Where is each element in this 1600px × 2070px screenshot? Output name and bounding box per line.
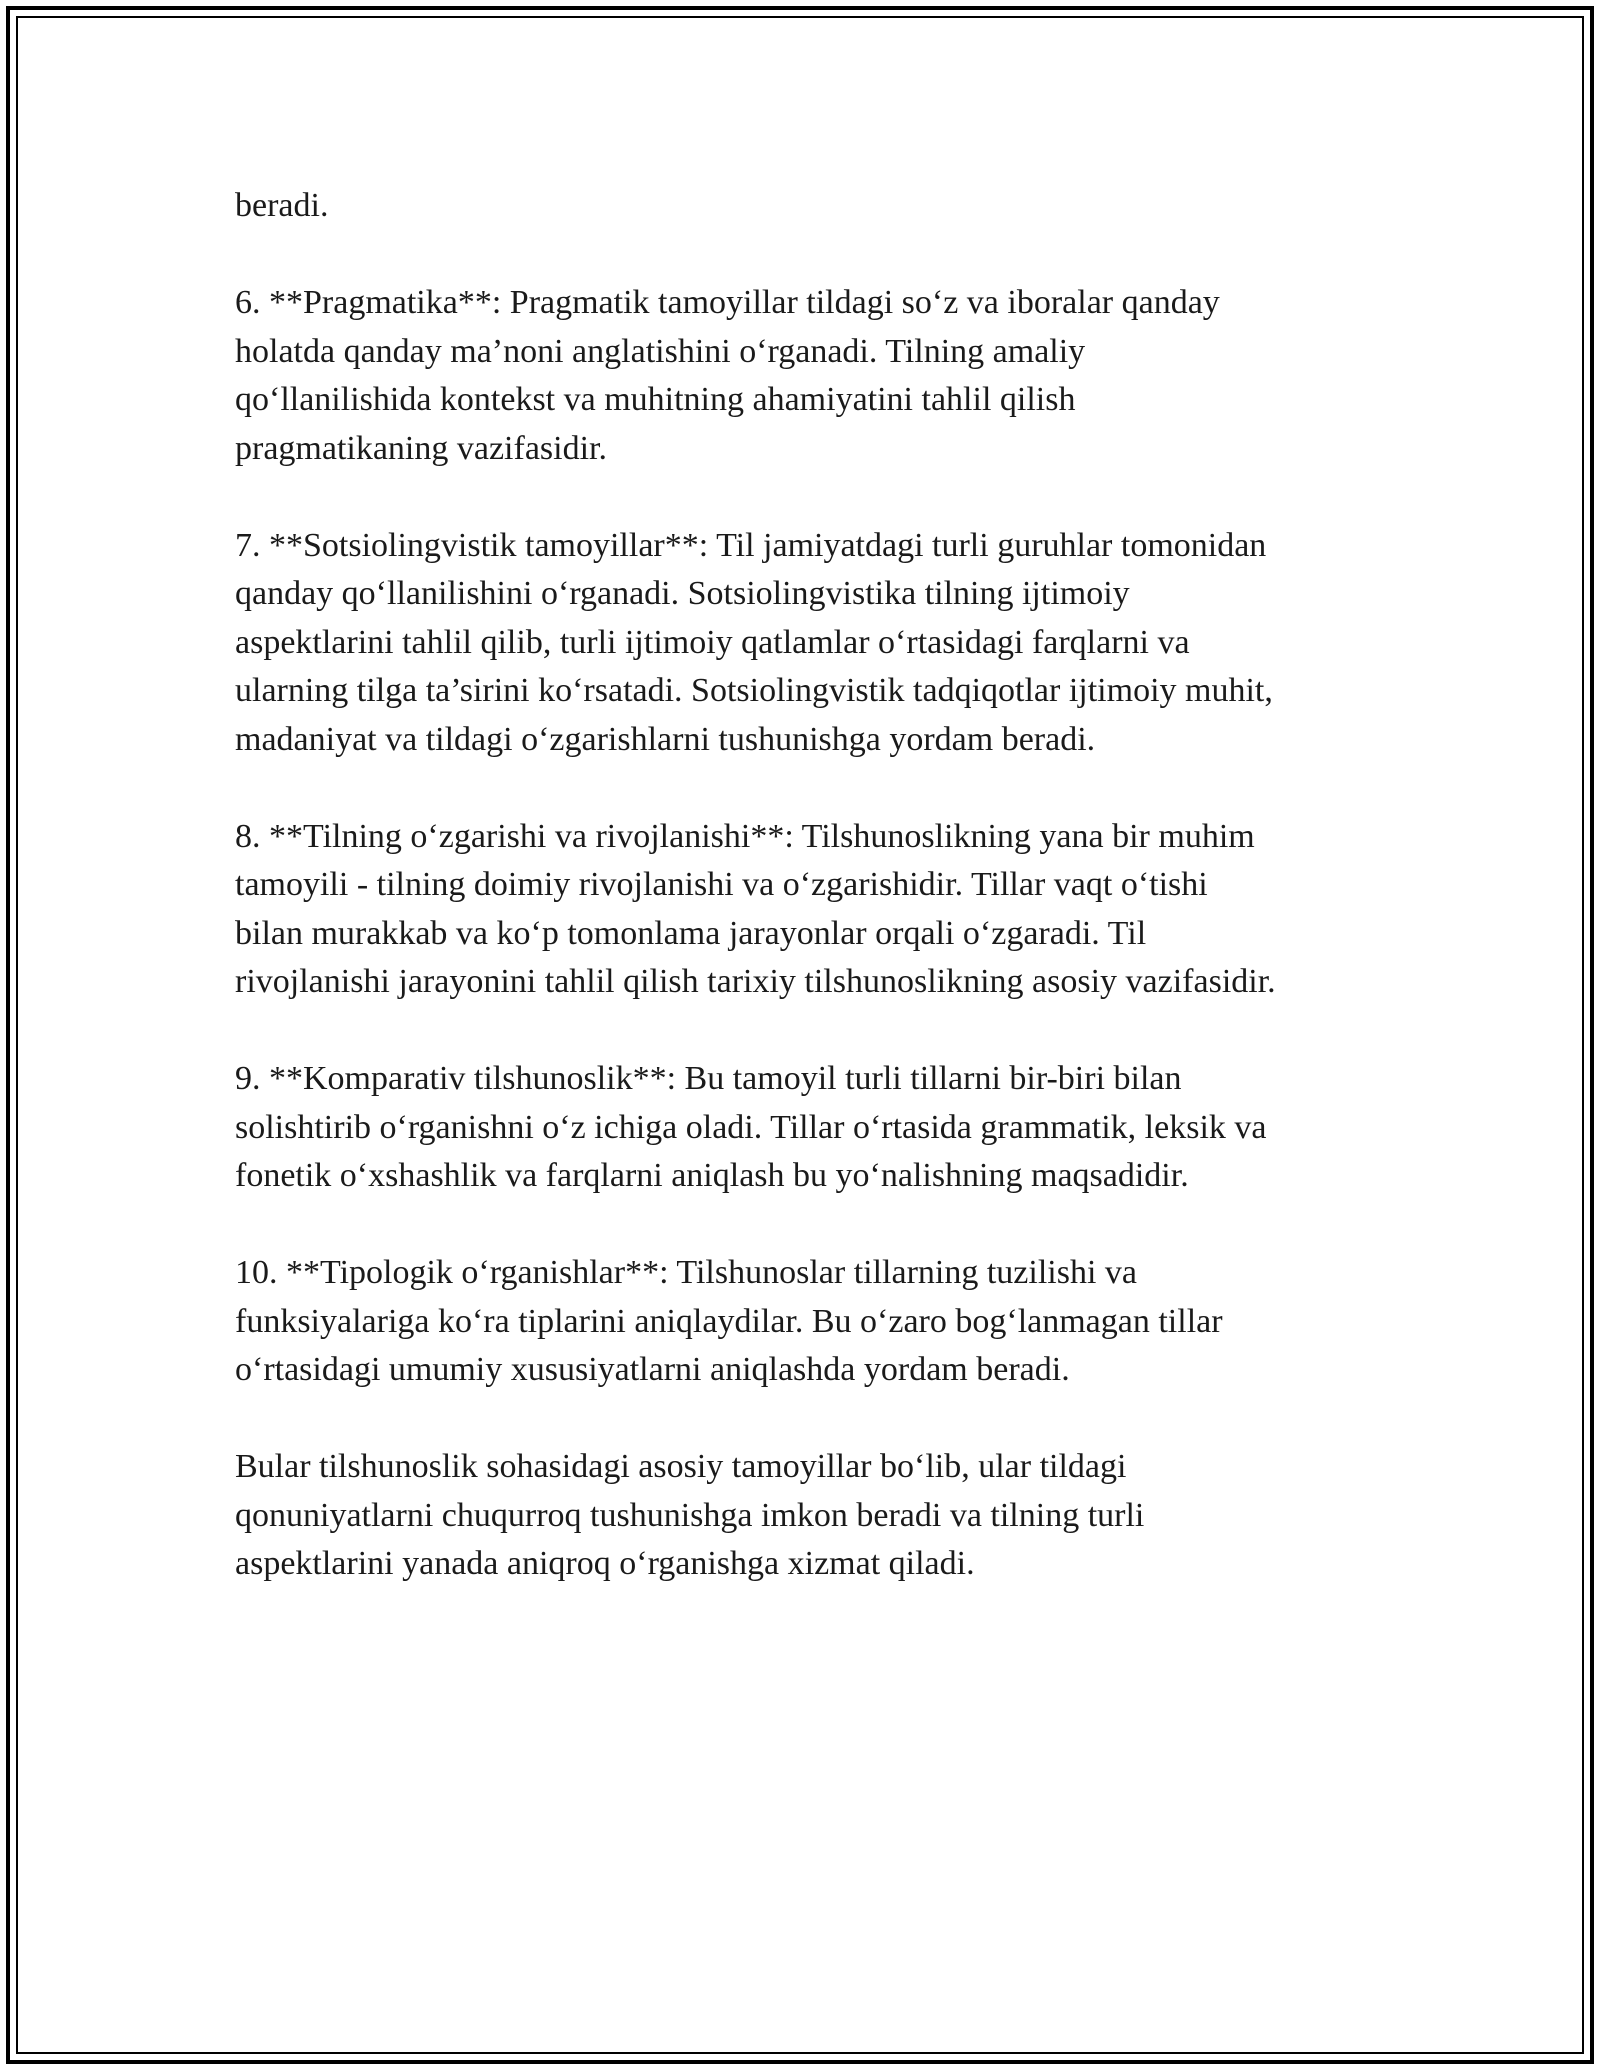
text-line: qo‘llanilishida kontekst va muhitning ahamiyatini tahlil qilish xyxy=(235,381,1076,418)
text-line: holatda qanday ma’noni anglatishini o‘rganadi. Tilning amaliy xyxy=(235,332,1086,370)
text-line: qanday qo‘llanilishini o‘rganadi. Sotsiolingvistika tilning ijtimoiy xyxy=(235,575,1130,612)
paragraph-pragmatika xyxy=(235,279,1375,473)
text-line: aspektlarini tahlil qilib, turli ijtimoiy qatlamlar o‘rtasidagi farqlarni va xyxy=(235,623,1190,661)
text-line: pragmatikaning vazifasidir. xyxy=(235,429,607,467)
paragraph-komparativ xyxy=(235,1055,1375,1201)
paragraph-tilning-ozgarishi xyxy=(235,813,1375,1007)
text-line: solishtirib o‘rganishni o‘z ichiga oladi. Tillar o‘rtasida grammatik, leksik va xyxy=(235,1108,1267,1146)
text-line: ularning tilga ta’sirini ko‘rsatadi. Sotsiolingvistik tadqiqotlar ijtimoiy muhit, xyxy=(235,672,1273,709)
text-line: bilan murakkab va ko‘p tomonlama jarayonlar orqali o‘zgaradi. Til xyxy=(235,914,1147,952)
text-line: o‘rtasidagi umumiy xususiyatlarni aniqlashda yordam beradi. xyxy=(235,1351,1070,1388)
text-line: Bular tilshunoslik sohasidagi asosiy tamoyillar bo‘lib, ular tildagi xyxy=(235,1448,1127,1485)
text-line: 8. **Tilning o‘zgarishi va rivojlanishi**: Tilshunoslikning yana bir muhim xyxy=(235,817,1255,855)
text-line: tamoyili - tilning doimiy rivojlanishi va o‘zgarishidir. Tillar vaqt o‘tishi xyxy=(235,866,1208,903)
text-line: 7. **Sotsiolingvistik tamoyillar**: Til jamiyatdagi turli guruhlar tomonidan xyxy=(235,526,1267,564)
text-line: rivojlanishi jarayonini tahlil qilish tarixiy tilshunoslikning asosiy vazifasidir. xyxy=(235,963,1276,1000)
text-line: 6. **Pragmatika**: Pragmatik tamoyillar tildagi so‘z va iboralar qanday xyxy=(235,284,1220,321)
paragraph-conclusion xyxy=(235,1443,1375,1589)
paragraph-tipologik xyxy=(235,1249,1375,1395)
text-line: fonetik o‘xshashlik va farqlarni aniqlash bu yo‘nalishning maqsadidir. xyxy=(235,1157,1189,1194)
document-body xyxy=(235,182,1375,1637)
text-line: madaniyat va tildagi o‘zgarishlarni tushunishga yordam beradi. xyxy=(235,720,1096,758)
text-line: beradi. xyxy=(235,187,329,224)
text-line: 10. **Tipologik o‘rganishlar**: Tilshunoslar tillarning tuzilishi va xyxy=(235,1254,1137,1291)
paragraph-continuation xyxy=(235,182,1375,231)
text-line: qonuniyatlarni chuqurroq tushunishga imkon beradi va tilning turli xyxy=(235,1496,1145,1534)
text-line: funksiyalariga ko‘ra tiplarini aniqlaydilar. Bu o‘zaro bog‘lanmagan tillar xyxy=(235,1302,1223,1340)
text-line: 9. **Komparativ tilshunoslik**: Bu tamoyil turli tillarni bir-biri bilan xyxy=(235,1060,1182,1097)
text-line: aspektlarini yanada aniqroq o‘rganishga xizmat qiladi. xyxy=(235,1545,975,1582)
paragraph-sotsiolingvistik xyxy=(235,522,1375,765)
